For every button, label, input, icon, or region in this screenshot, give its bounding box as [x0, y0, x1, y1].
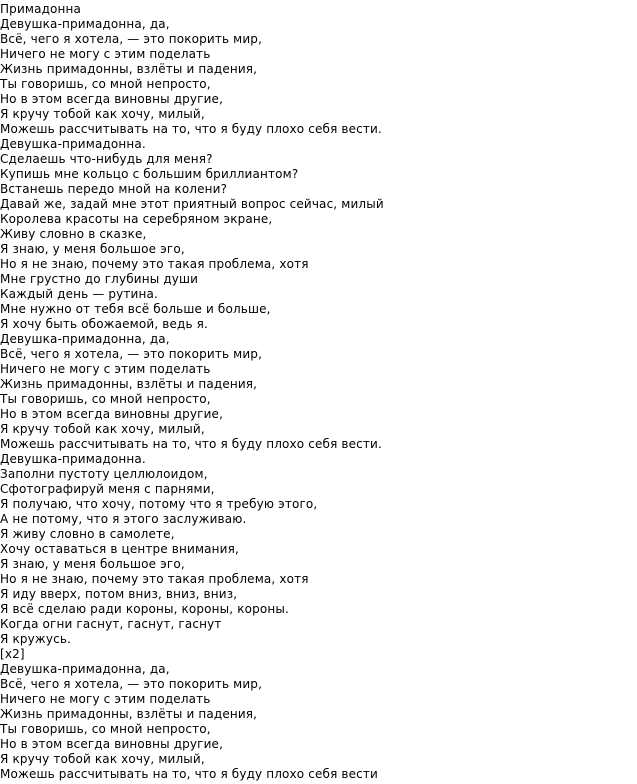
- lyric-line: Заполни пустоту целлюлоидом,: [0, 467, 208, 481]
- lyric-line: Можешь рассчитывать на то, что я буду плохо себя вести.: [0, 437, 382, 451]
- lyric-line: Мне нужно от тебя всё больше и больше,: [0, 302, 271, 316]
- lyric-line: Я всё сделаю ради короны, короны, короны.: [0, 602, 289, 616]
- lyric-line: Я кручу тобой как хочу, милый,: [0, 752, 205, 766]
- lyric-line: Но в этом всегда виновны другие,: [0, 407, 224, 421]
- lyric-line: Я хочу быть обожаемой, ведь я.: [0, 317, 208, 331]
- lyric-line: Ты говоришь, со мной непросто,: [0, 722, 211, 736]
- lyric-line: Каждый день — рутина.: [0, 287, 158, 301]
- lyric-line: Но я не знаю, почему это такая проблема, хотя: [0, 257, 309, 271]
- lyric-line: Я кручу тобой как хочу, милый,: [0, 107, 205, 121]
- lyric-line: [x2]: [0, 647, 25, 661]
- lyric-line: Я получаю, что хочу, потому что я требую этого,: [0, 497, 318, 511]
- lyric-line: Живу словно в сказке,: [0, 227, 147, 241]
- lyric-line: Купишь мне кольцо с большим бриллиантом?: [0, 167, 299, 181]
- lyric-line: Я знаю, у меня большое эго,: [0, 242, 185, 256]
- lyric-line: Жизнь примадонны, взлёты и падения,: [0, 377, 258, 391]
- lyric-line: Всё, чего я хотела, — это покорить мир,: [0, 32, 263, 46]
- lyric-line: Я иду вверх, потом вниз, вниз, вниз,: [0, 587, 238, 601]
- lyric-line: Жизнь примадонны, взлёты и падения,: [0, 707, 258, 721]
- lyric-line: Королева красоты на серебряном экране,: [0, 212, 273, 226]
- lyric-line: Давай же, задай мне этот приятный вопрос сейчас, милый: [0, 197, 384, 211]
- lyric-line: Девушка-примадонна, да,: [0, 662, 170, 676]
- lyric-line: Девушка-примадонна.: [0, 137, 146, 151]
- lyric-line: Я кружусь.: [0, 632, 72, 646]
- lyric-line: Можешь рассчитывать на то, что я буду плохо себя вести: [0, 767, 379, 781]
- lyric-line: Девушка-примадонна, да,: [0, 17, 170, 31]
- lyric-line: Сфотографируй меня с парнями,: [0, 482, 215, 496]
- lyric-line: Мне грустно до глубины души: [0, 272, 199, 286]
- lyric-line: Можешь рассчитывать на то, что я буду плохо себя вести.: [0, 122, 382, 136]
- lyric-line: Встанешь передо мной на колени?: [0, 182, 228, 196]
- lyric-line: Когда огни гаснут, гаснут, гаснут: [0, 617, 222, 631]
- lyric-line: А не потому, что я этого заслуживаю.: [0, 512, 247, 526]
- lyric-line: Ты говоришь, со мной непросто,: [0, 392, 211, 406]
- lyric-line: Я кручу тобой как хочу, милый,: [0, 422, 205, 436]
- lyric-line: Но я не знаю, почему это такая проблема, хотя: [0, 572, 309, 586]
- lyric-line: Сделаешь что-нибудь для меня?: [0, 152, 213, 166]
- lyric-line: Хочу оставаться в центре внимания,: [0, 542, 239, 556]
- lyric-line: Но в этом всегда виновны другие,: [0, 737, 224, 751]
- lyric-line: Ничего не могу с этим поделать: [0, 692, 211, 706]
- lyric-line: Ничего не могу с этим поделать: [0, 47, 211, 61]
- document-title: Примадонна: [0, 2, 82, 16]
- lyric-line: Я знаю, у меня большое эго,: [0, 557, 185, 571]
- lyric-line: Но в этом всегда виновны другие,: [0, 92, 224, 106]
- lyric-line: Всё, чего я хотела, — это покорить мир,: [0, 677, 263, 691]
- lyric-line: Жизнь примадонны, взлёты и падения,: [0, 62, 258, 76]
- lyric-line: Девушка-примадонна, да,: [0, 332, 170, 346]
- lyric-line: Ты говоришь, со мной непросто,: [0, 77, 211, 91]
- lyric-line: Я живу словно в самолете,: [0, 527, 175, 541]
- lyric-line: Всё, чего я хотела, — это покорить мир,: [0, 347, 263, 361]
- lyric-line: Девушка-примадонна.: [0, 452, 146, 466]
- lyric-line: Ничего не могу с этим поделать: [0, 362, 211, 376]
